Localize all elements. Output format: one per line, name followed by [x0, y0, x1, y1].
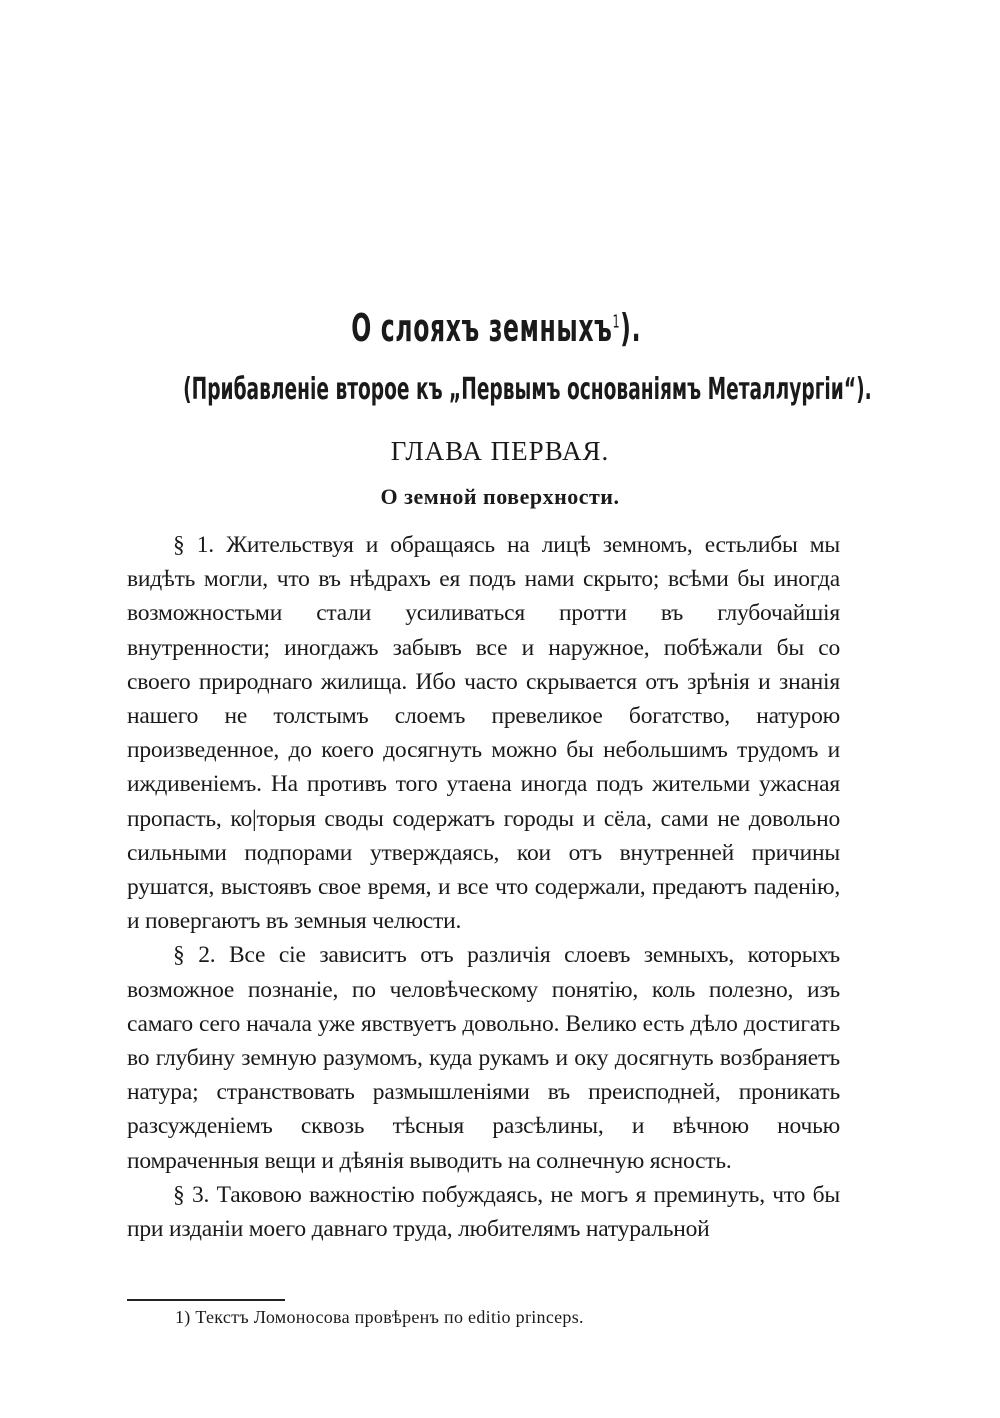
title-close: ). — [620, 306, 642, 350]
title-text: О слояхъ земныхъ — [351, 306, 613, 350]
section-heading: О земной поверхности. — [380, 484, 620, 509]
page-subtitle: (Прибавленіе второе къ „Первымъ основаніямъ Металлургіи“). — [183, 372, 872, 407]
chapter-heading: ГЛАВА ПЕРВАЯ. — [390, 436, 610, 466]
paragraph-1: § 1. Жительствуя и обращаясь на лицѣ земномъ, естьлибы мы видѣть могли, что въ нѣдрахъ ея подъ нами скрыто; всѣми бы иногда возможностьми стали усиливаться протти въ глубочайшія внутренности; иногдажъ забывъ все и наружное, побѣжали бы со своего природнаго жилища. Ибо часто скрывается отъ зрѣнія и знанія нашего не толстымъ слоемъ превеликое богатство, натурою произведенное, до коего досягнуть можно бы небольшимъ трудомъ и иждивеніемъ. На противъ того утаена иногда подъ жительми ужасная пропасть, ко|торыя своды содержатъ городы и сёла, сами не довольно сильными подпорами утверждаясь, кои отъ внутренней причины рушатся, выстоявъ свое время, и все что содержали, предаютъ паденію, и повергаютъ въ земныя челюсти. — [127, 532, 840, 935]
body-text — [127, 528, 840, 1246]
title-footnote-mark: 1 — [612, 311, 621, 333]
paragraph-3: § 3. Таковою важностію побуждаясь, не могъ я преминуть, что бы при изданіи моего давнаго труда, любителямъ натуральной — [127, 1181, 840, 1243]
paragraph-2: § 2. Все сіе зависитъ отъ различія слоевъ земныхъ, которыхъ возможное познаніе, по человѣческому понятію, коль полезно, изъ самаго сего начала уже явствуетъ довольно. Велико есть дѣло достигать во глубину земную разумомъ, куда рукамъ и оку досягнуть возбраняетъ натура; странствовать размышленіями въ преисподней, проникать разсужденіемъ сквозь тѣсныя разсѣлины, и вѣчною ночью помраченныя вещи и дѣянія выводить на солнечную ясность. — [127, 942, 840, 1174]
page-title — [186, 306, 806, 350]
footnote: 1) Текстъ Ломоносова провѣренъ по editio princeps. — [175, 1307, 584, 1327]
footnote-divider — [127, 1299, 285, 1301]
